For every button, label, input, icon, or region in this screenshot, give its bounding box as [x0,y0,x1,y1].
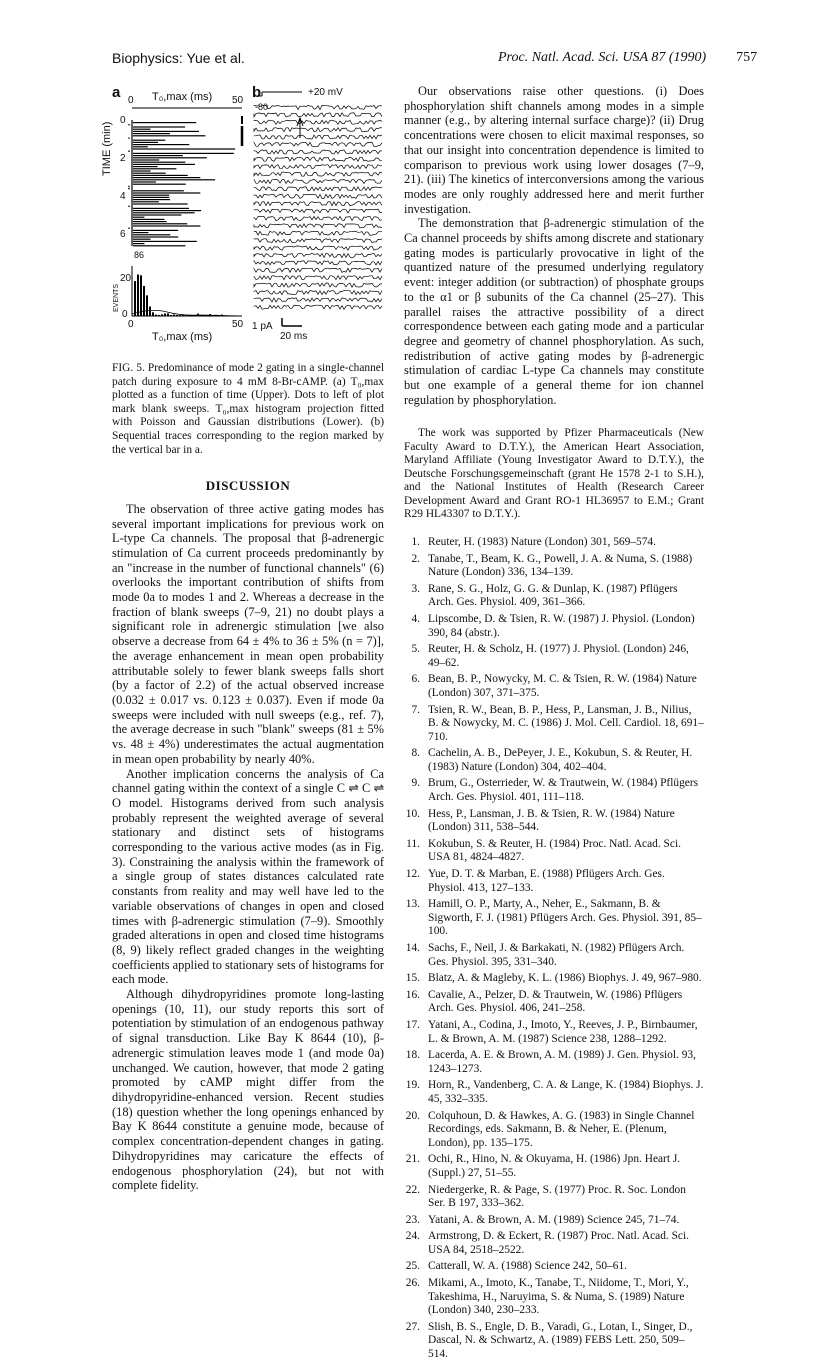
reference-text: Tsien, R. W., Bean, B. P., Hess, P., Lansman, J. B., Nilius, B. & Nowycky, M. C. (1986) J. Mol. Cell. Cardiol. 18, 691–710. [428,703,704,743]
reference-number: 11. [406,837,420,850]
tmax-bar [133,239,151,240]
reference-number: 14. [405,942,420,954]
reference-number: 4. [411,612,420,625]
tmax-bar [133,192,200,193]
current-trace [254,209,382,213]
holding-label: -80 [255,102,269,112]
tmax-bar [133,243,144,244]
tmax-bar [133,153,234,154]
reference-text: Horn, R., Vandenberg, C. A. & Lange, K. (1984) Biophys. J. 45, 332–335. [428,1079,704,1105]
reference-text: Colquhoun, D. & Hawkes, A. G. (1983) in Single Channel Recordings, eds. Sakmann, B. & Neher, E. (Plenum, London), pp. 135–175. [428,1109,695,1149]
current-trace [254,105,382,109]
blank-sweep-dot [128,205,130,207]
reference-number: 25. [405,1260,420,1273]
reference-item [404,808,704,835]
panel-a-label: a [112,84,121,101]
current-trace [254,253,382,257]
current-trace [254,291,382,295]
reference-text: Blatz, A. & Magleby, K. L. (1986) Biophys. J. 49, 967–980. [428,972,702,985]
tmax-bar [133,142,158,143]
reference-text: Yatani, A., Codina, J., Imoto, Y., Reeves, J. P., Birnbaumer, L. & Brown, A. M. (1987) Science 238, 1288–1292. [428,1018,698,1045]
blank-sweep-dot [128,124,130,126]
reference-number: 24. [405,1230,420,1243]
discussion-paragraph-2: Another implication concerns the analysis of Ca channel gating within the context of a single C ⇌ C ⇌ O model. Histograms derived from such analysis probably represent the weighted average of several stationary and distinct sets of histograms corresponding to the various active modes (as in Fig. 3). Constraining the analysis within the framework of a single group of states distances calculated rate constants from reality and may well have led to the variable observations of changes in open and closed times with β-adrenergic stimulation (7–9). Smoothly graded alterations in open and closed time histograms (8, 9) likely reflect graded changes in the weighting coefficients applied to stationary sets of histograms for each mode. [112,766,384,987]
tmax-bar [133,190,184,191]
current-trace [254,224,382,228]
histogram-bar [137,275,139,316]
tmax-bar [133,166,158,167]
running-header-right [498,50,757,66]
reference-text: Slish, B. S., Engle, D. B., Varadi, G., Lotan, I., Singer, D., Dascal, N. & Schwartz, A. (1989) FEBS Lett. 250, 509–514. [428,1320,693,1361]
reference-number: 6. [411,673,420,686]
reference-item [404,1214,704,1228]
panel-b-label: b [252,84,262,101]
current-trace [254,165,382,169]
reference-text: Reuter, H. & Scholz, H. (1977) J. Physiol. (London) 246, 49–62. [428,643,689,669]
right-paragraph-2: The demonstration that β-adrenergic stimulation of the Ca channel proceeds by shifts among discrete and stationary gating modes is particularly provocative in light of the quantized nature of the presumed underlying regulatory event: integer addition (or subtraction) of phosphate groups to the α1 or β subunits of the Ca channel (25–27). This parallel raises the attractive possibility of a direct correspondence between each gating mode and a particular degree and geometry of channel phosphorylation. As such, redistribution of active gating modes by β-adrenergic stimulation of cardiac L-type Ca channels may constitute but one example of a general theme for ion channel regulation by phosphorylation. [404,216,704,407]
tmax-bar [133,133,170,134]
reference-text: Lipscombe, D. & Tsien, R. W. (1987) J. Physiol. (London) 390, 84 (abstr.). [428,612,695,639]
y-tick-2: 2 [120,153,126,164]
reference-text: Bean, B. P., Nowycky, M. C. & Tsien, R. W. (1984) Nature (London) 307, 371–375. [428,673,697,699]
tmax-bar [133,140,165,141]
tmax-bar [133,155,183,156]
reference-text: Brum, G., Osterrieder, W. & Trautwein, W. (1984) Pflügers Arch. Ges. Physiol. 401, 111–118. [428,777,699,804]
blank-sweep-dot [128,188,130,190]
section-title-discussion: DISCUSSION [205,478,291,494]
reference-number: 9. [411,777,420,790]
reference-number: 16. [405,988,420,1001]
tmax-bar [133,159,159,160]
reference-number: 27. [405,1320,420,1333]
tmax-bar [133,221,167,222]
current-trace [254,128,382,132]
reference-text: Rane, S. G., Holz, G. G. & Dunlap, K. (1987) Pflügers Arch. Ges. Physiol. 409, 361–366. [428,582,678,609]
current-trace [254,283,382,287]
tmax-bar [133,162,185,163]
right-paragraph-1: Our observations raise other questions. (i) Does phosphorylation shift channels among modes in a simple manner (e.g., by altering internal surface charge)? (ii) Drug concentrations were chosen to elicit maximal responses, so that our insight into concentration dependence is limited to comparison to previous work using lower dosages (7–9, 21). (iii) The kinetics of interconversions among the various modes are only roughly addressed here and merit further investigation. [404,84,704,216]
tmax-bar [133,170,151,171]
hist-tick-20: 20 [120,273,132,284]
reference-number: 7. [411,703,420,716]
reference-item [404,1230,704,1257]
current-trace [254,261,382,265]
reference-text: Ochi, R., Hino, N. & Okuyama, H. (1986) Jpn. Heart J. (Suppl.) 27, 51–55. [428,1153,681,1179]
current-trace [254,305,382,309]
tmax-bar [133,241,197,242]
reference-number: 22. [405,1183,420,1196]
histogram-bar [149,307,151,316]
reference-number: 1. [411,535,420,548]
tmax-bar [133,210,201,211]
hist-tick-0: 0 [122,309,128,320]
tmax-bar [133,232,148,233]
tmax-bar [133,225,200,226]
tmax-bar [133,177,200,178]
reference-text: Catterall, W. A. (1988) Science 242, 50–61. [428,1260,627,1273]
discussion-paragraph-3: Although dihydropyridines promote long-lasting openings (10, 11), our study reports this sort of potentiation by stimulation of an endogenous pathway of signal transduction. Like Bay K 8644 (10), β-adrenergic stimulation leaves mode 1 (and mode 0a) unchanged. We caution, however, that mode 2 gating promoted by cAMP might differ from the dihydropyridine-enhanced version. Recent studies (18) question whether the long openings enhanced by Bay K 8644 constitute a genuine mode, because of complex concentration-dependent changes in gating. Dihydropyridines may caricature the effects of endogenous phosphorylation (24), but not with complete fidelity. [112,987,384,1193]
current-trace [254,194,382,198]
figure-caption: FIG. 5. Predominance of mode 2 gating in a single-channel patch during exposure to 4 mM 8-Br-cAMP. (a) T₀,max plotted as a function of time (Upper). Dots to left of plot mark blank sweeps. T₀,max histogram projection fitted with Poisson and Gaussian distributions (Lower). (b) Sequential traces corresponding to the region marked by the vertical bar in a. [112,362,384,456]
current-trace [254,239,382,243]
tmax-bar [133,144,189,145]
tmax-bar [133,245,185,246]
reference-text: Hess, P., Lansman, J. B. & Tsien, R. W. (1984) Nature (London) 311, 538–544. [428,807,675,834]
sequential-traces [254,105,382,309]
reference-number: 18. [405,1049,420,1062]
tmax-bar [133,212,195,213]
reference-text: Hamill, O. P., Marty, A., Neher, E., Sakmann, B. & Sigworth, F. J. (1981) Pflügers Arch. Ges. Physiol. 391, 85–100. [428,898,702,938]
y-axis-label: TIME (min) [101,121,113,176]
page-number: 757 [736,50,758,65]
current-trace [254,135,382,139]
reference-number: 17. [405,1018,420,1031]
tmax-bar [133,234,170,235]
blank-sweep-dot [128,227,130,229]
tmax-bar [133,129,150,130]
tmax-bar [133,164,195,165]
current-trace [254,276,382,280]
reference-text: Armstrong, D. & Eckert, R. (1987) Proc. Natl. Acad. Sci. USA 84, 2518–2522. [428,1230,689,1256]
reference-number: 23. [405,1213,420,1226]
reference-number: 19. [405,1079,420,1092]
figure-5 [101,84,384,354]
histogram-bar [152,312,154,316]
reference-number: 8. [411,747,420,760]
figure-5-graphic [112,86,384,354]
top-axis-tick-50: 50 [232,95,244,106]
current-trace [254,157,382,161]
reference-text: Cachelin, A. B., DePeyer, J. E., Kokubun, S. & Reuter, H. (1983) Nature (London) 304, 402–404. [428,747,693,773]
left-column [101,84,384,1193]
reference-item [404,1019,704,1046]
reference-item [404,1277,704,1318]
histogram-bar [140,275,142,316]
current-trace [254,150,382,154]
tmax-bar [133,223,187,224]
tmax-bar [133,148,235,149]
tmax-vs-time-bars [128,122,235,316]
reference-number: 5. [411,643,420,656]
reference-item [404,1184,704,1211]
reference-list [404,536,704,1362]
reference-number: 20. [405,1109,420,1122]
reference-item [404,583,704,610]
reference-number: 26. [405,1277,420,1290]
scale-current: 1 pA [252,321,273,332]
histogram-bar [146,295,148,316]
reference-number: 12. [405,868,420,881]
blank-sweep-dot [128,186,130,188]
tmax-bar [133,135,205,136]
bottom-axis-tick-50: 50 [232,319,244,330]
reference-item [404,1260,704,1274]
reference-number: 10. [405,807,420,820]
tmax-bar [133,168,176,169]
tmax-bar [133,199,170,200]
reference-item [404,536,704,550]
tmax-bar [133,173,166,174]
y-tick-4: 4 [120,191,126,202]
y-tick-6: 6 [120,229,126,240]
reference-number: 21. [405,1153,420,1166]
tmax-bar [133,203,188,204]
current-trace [254,298,382,302]
reference-number: 3. [411,582,420,595]
tmax-bar [133,214,181,215]
reference-number: 15. [405,972,420,985]
reference-item [404,553,704,580]
tmax-bar [133,230,178,231]
acknowledgment: The work was supported by Pfizer Pharmaceuticals (New Faculty Award to D.T.Y.), the American Heart Association, Maryland Affiliate (Young Investigator Award to D.T.Y.), the Deutsche Forschungsgemeinschaft (grant He 1578 2-1 to S.H.), and the National Institutes of Health (Research Career Development Award and Grant RO-1 HL36957 to E.M.; Grant R29 HL43307 to D.T.Y.). [404,427,704,521]
reference-text: Yue, D. T. & Marban, E. (1988) Pflügers Arch. Ges. Physiol. 413, 127–133. [428,868,665,894]
blank-sweep-dot [128,137,130,139]
tmax-bar [133,175,188,176]
count-label: 86 [134,250,145,260]
tmax-bar [133,181,156,182]
reference-item [404,1079,704,1106]
bottom-axis-label: T₀,max (ms) [152,331,213,343]
reference-item [404,704,704,745]
reference-item [404,643,704,670]
current-trace [254,172,382,176]
current-trace [254,142,382,146]
reference-item [404,1049,704,1076]
tmax-bar [133,146,148,147]
tmax-bar [133,157,207,158]
tmax-bar [133,184,186,185]
right-column [404,84,704,1365]
reference-text: Mikami, A., Imoto, K., Tanabe, T., Niidome, T., Mori, Y., Takeshima, H., Naruyima, S. & Numa, S. (1989) Nature (London) 340, 230–233. [428,1277,689,1317]
reference-text: Kokubun, S. & Reuter, H. (1984) Proc. Natl. Acad. Sci. USA 81, 4824–4827. [428,837,681,864]
reference-item [404,1110,704,1151]
reference-text: Yatani, A. & Brown, A. M. (1989) Science 245, 71–74. [428,1213,680,1226]
discussion-paragraph-1: The observation of three active gating modes has several important implications for previous work on L-type Ca channels. The proposal that β-adrenergic stimulation of Ca current proceeds predominantly by an "increase in the number of functional channels" (6) overlooks the important contribution of shifts from mode 0a to modes 1 and 2. Whereas a decrease in the fraction of blank sweeps (7–9, 21) no doubt plays a significant role in adrenergic stimulation [we also observe a decrease from 64 ± 4% to 36 ± 5% (n = 7)], the average enhancement in mean open probability attributable solely to fewer blank sweeps falls short (by a factor of 2.2) of the actual observed increase (0.032 ± 0.017 vs. 0.123 ± 0.037). Even if mode 0a sweeps were included with null sweeps (e.g., ref. 7), the average decrease in such "blank" sweeps (81 ± 5% vs. 48 ± 4%) underestimates the actual augmentation in mean open probability by nearly 40%. [112,501,384,766]
top-axis-tick-0: 0 [128,95,134,106]
reference-item [404,972,704,986]
reference-item [404,868,704,895]
reference-number: 2. [411,552,420,565]
reference-item [404,1321,704,1362]
tmax-bar [133,195,169,196]
tmax-bar [133,219,164,220]
tmax-bar [133,131,199,132]
reference-text: Tanabe, T., Beam, K. G., Powell, J. A. & Numa, S. (1988) Nature (London) 336, 134–139. [428,552,693,579]
reference-item [404,747,704,774]
hist-axis-label: EVENTS [113,283,120,312]
tmax-bar [133,217,144,218]
reference-text: Sachs, F., Neil, J. & Barkakati, N. (1982) Pflügers Arch. Ges. Physiol. 395, 331–340. [428,942,685,968]
blank-sweep-dot [128,150,130,152]
current-trace [254,268,382,272]
current-trace [254,179,382,183]
tmax-bar [133,122,196,123]
tmax-bar [133,208,189,209]
reference-text: Cavalie, A., Pelzer, D. & Trautwein, W. (1986) Pflügers Arch. Ges. Physiol. 406, 241–258. [428,988,683,1015]
reference-item [404,613,704,640]
tmax-bar [133,236,178,237]
tmax-bar [133,179,215,180]
scale-time: 20 ms [280,331,308,342]
tmax-bar [133,126,185,127]
reference-item [404,942,704,969]
current-trace [254,202,382,206]
reference-item [404,898,704,939]
tmax-bar [133,201,159,202]
y-tick-0: 0 [120,115,126,126]
tmax-bar [133,197,169,198]
voltage-label: +20 mV [308,87,343,98]
current-trace [254,216,382,220]
reference-item [404,838,704,865]
reference-item [404,989,704,1016]
running-header-left: Biophysics: Yue et al. [112,50,245,66]
journal-citation: Proc. Natl. Acad. Sci. USA 87 (1990) [498,50,707,65]
reference-number: 13. [405,898,420,911]
current-trace [254,231,382,235]
top-axis-label: T₀,max (ms) [152,91,213,103]
histogram-bar [134,281,136,316]
reference-item [404,777,704,804]
current-trace [254,246,382,250]
reference-text: Niedergerke, R. & Page, S. (1977) Proc. R. Soc. London Ser. B 197, 333–362. [428,1183,686,1210]
current-trace [254,187,382,191]
reference-item [404,673,704,700]
reference-item [404,1153,704,1180]
reference-text: Lacerda, A. E. & Brown, A. M. (1989) J. Gen. Physiol. 93, 1243–1273. [428,1049,696,1075]
current-trace [254,113,382,117]
current-trace [254,120,382,124]
reference-text: Reuter, H. (1983) Nature (London) 301, 569–574. [428,535,656,548]
bottom-axis-tick-0: 0 [128,319,134,330]
